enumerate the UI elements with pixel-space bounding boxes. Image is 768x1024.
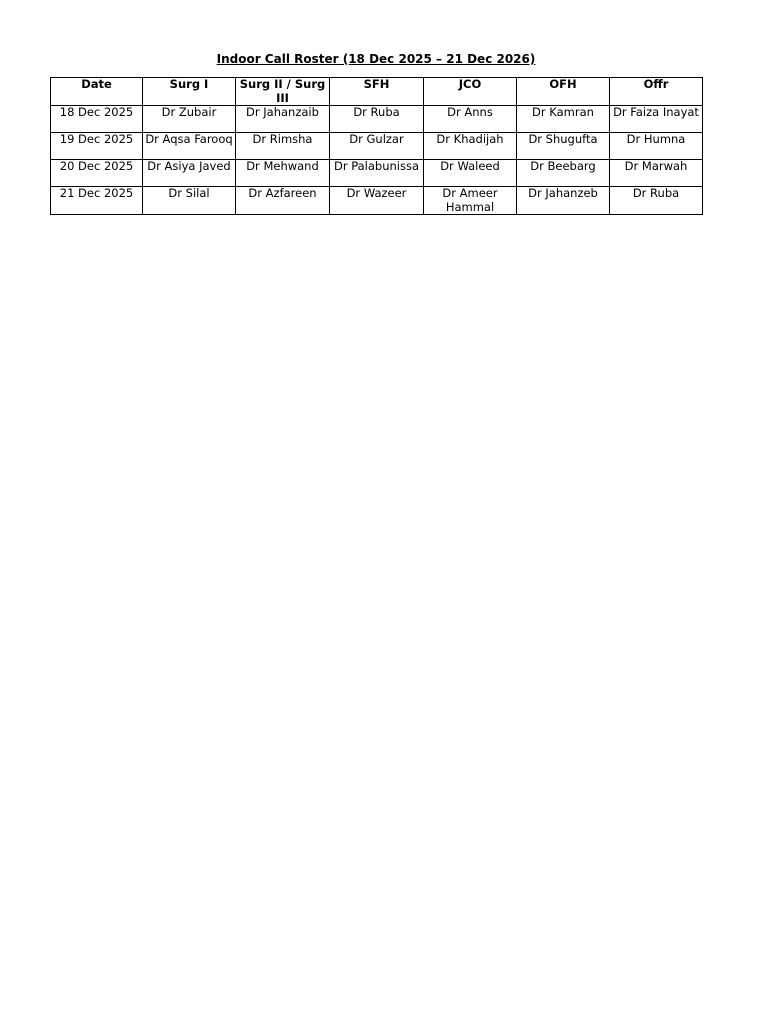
cell-ofh: Dr Beebarg bbox=[517, 160, 610, 187]
cell-surg-i: Dr Aqsa Farooq bbox=[143, 133, 236, 160]
table-header-row bbox=[51, 78, 703, 106]
cell-ofh: Dr Shugufta bbox=[517, 133, 610, 160]
cell-surg-ii-iii: Dr Rimsha bbox=[236, 133, 330, 160]
cell-jco: Dr Anns bbox=[424, 106, 517, 133]
cell-date: 21 Dec 2025 bbox=[51, 187, 143, 215]
cell-surg-i: Dr Silal bbox=[143, 187, 236, 215]
cell-sfh: Dr Ruba bbox=[330, 106, 424, 133]
cell-surg-i: Dr Zubair bbox=[143, 106, 236, 133]
cell-surg-ii-iii: Dr Jahanzaib bbox=[236, 106, 330, 133]
header-jco: JCO bbox=[424, 78, 517, 106]
cell-sfh: Dr Gulzar bbox=[330, 133, 424, 160]
cell-date: 18 Dec 2025 bbox=[51, 106, 143, 133]
cell-surg-ii-iii: Dr Azfareen bbox=[236, 187, 330, 215]
header-sfh: SFH bbox=[330, 78, 424, 106]
table-row bbox=[51, 133, 703, 160]
cell-sfh: Dr Wazeer bbox=[330, 187, 424, 215]
header-offr: Offr bbox=[610, 78, 703, 106]
table-row bbox=[51, 106, 703, 133]
cell-jco: Dr Khadijah bbox=[424, 133, 517, 160]
cell-date: 19 Dec 2025 bbox=[51, 133, 143, 160]
cell-ofh: Dr Jahanzeb bbox=[517, 187, 610, 215]
cell-offr: Dr Marwah bbox=[610, 160, 703, 187]
cell-jco: Dr Ameer Hammal bbox=[424, 187, 517, 215]
roster-table bbox=[50, 77, 703, 215]
cell-surg-ii-iii: Dr Mehwand bbox=[236, 160, 330, 187]
header-surg-ii-iii: Surg II / Surg III bbox=[236, 78, 330, 106]
cell-date: 20 Dec 2025 bbox=[51, 160, 143, 187]
header-date: Date bbox=[51, 78, 143, 106]
table-row bbox=[51, 160, 703, 187]
cell-offr: Dr Ruba bbox=[610, 187, 703, 215]
cell-offr: Dr Humna bbox=[610, 133, 703, 160]
cell-ofh: Dr Kamran bbox=[517, 106, 610, 133]
header-ofh: OFH bbox=[517, 78, 610, 106]
cell-surg-i: Dr Asiya Javed bbox=[143, 160, 236, 187]
roster-title: Indoor Call Roster (18 Dec 2025 – 21 Dec 2026) bbox=[216, 52, 536, 66]
cell-sfh: Dr Palabunissa bbox=[330, 160, 424, 187]
header-surg-i: Surg I bbox=[143, 78, 236, 106]
cell-jco: Dr Waleed bbox=[424, 160, 517, 187]
table-row bbox=[51, 187, 703, 215]
cell-offr: Dr Faiza Inayat bbox=[610, 106, 703, 133]
